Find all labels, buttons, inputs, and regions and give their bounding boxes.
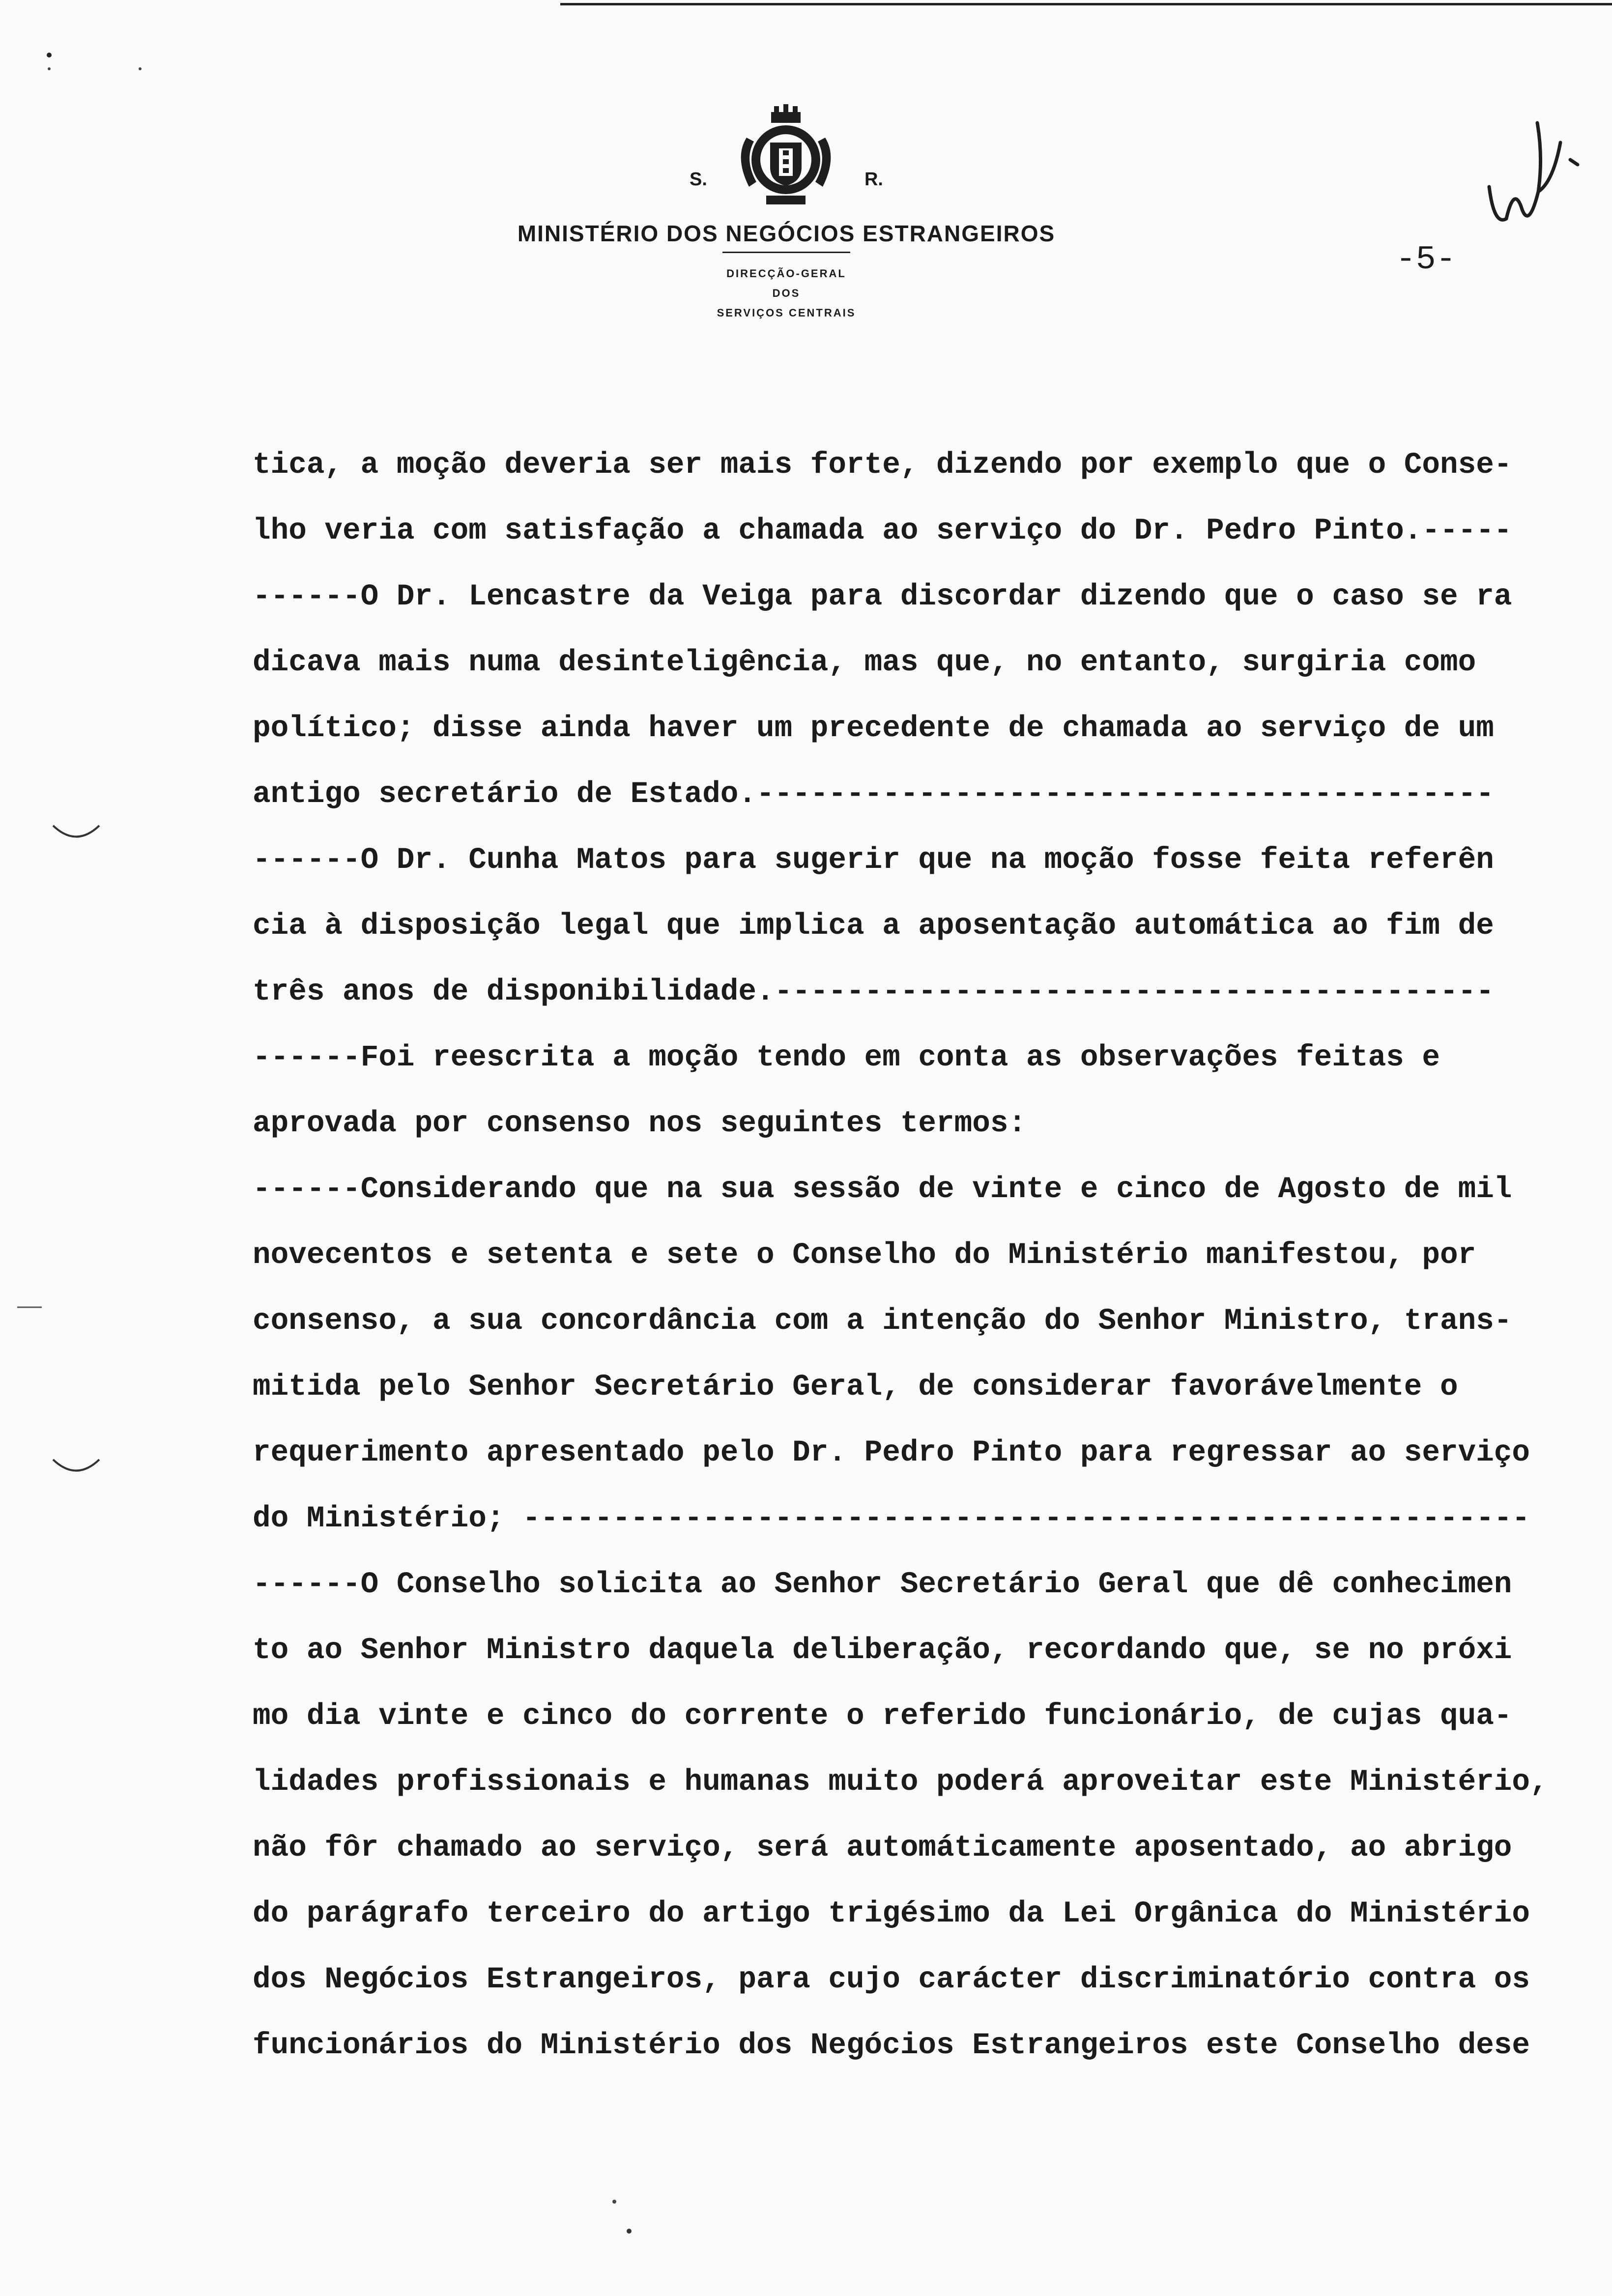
department-line: DIRECÇÃO-GERAL [726,267,846,280]
body-line: cia à disposição legal que implica a aposentação automática ao fim de [253,909,1494,943]
page-number: -5- [1396,241,1456,279]
body-line: mo dia vinte e cinco do corrente o referido funcionário, de cujas qua- [253,1699,1512,1733]
body-line: três anos de disponibilidade.---------------------------------------- [253,975,1494,1009]
body-line: lidades profissionais e humanas muito poderá aproveitar este Ministério, [253,1765,1548,1799]
body-line: requerimento apresentado pelo Dr. Pedro Pinto para regressar ao serviço [253,1436,1530,1470]
body-line: ------O Dr. Lencastre da Veiga para discordar dizendo que o caso se ra [253,580,1512,614]
body-line: consenso, a sua concordância com a intenção do Senhor Ministro, trans- [253,1304,1512,1338]
body-line: dicava mais numa desinteligência, mas que, no entanto, surgiria como [253,646,1476,680]
crest-row [467,103,1106,211]
body-line: novecentos e setenta e sete o Conselho do Ministério manifestou, por [253,1238,1476,1272]
body-line: ------Foi reescrita a moção tendo em conta as observações feitas e [253,1041,1440,1075]
body-line: funcionários do Ministério dos Negócios Estrangeiros este Conselho dese [253,2029,1530,2063]
department-line: SERVIÇOS CENTRAIS [717,307,856,319]
body-line: do parágrafo terceiro do artigo trigésimo da Lei Orgânica do Ministério [253,1897,1530,1931]
scan-speck [609,2197,639,2241]
body-line: aprovada por consenso nos seguintes termos: [253,1107,1027,1141]
body-line: não fôr chamado ao serviço, será automáticamente aposentado, ao abrigo [253,1831,1512,1865]
handwritten-initials [1479,113,1587,246]
body-line: ------O Conselho solicita ao Senhor Secretário Geral que dê conhecimen [253,1568,1512,1602]
body-line: to ao Senhor Ministro daquela deliberação, recordando que, se no próxi [253,1634,1512,1667]
body-line: mitida pelo Senhor Secretário Geral, de considerar favorávelmente o [253,1370,1458,1404]
body-line: ------O Dr. Cunha Matos para sugerir que na moção fosse feita referên [253,843,1494,877]
department-line: DOS [772,287,801,299]
document-body [253,432,1548,2079]
letter-r: R. [864,169,883,190]
margin-dash-mark [15,1302,44,1312]
body-line: político; disse ainda haver um precedente de chamada ao serviço de um [253,712,1494,746]
top-border-line [560,3,1612,5]
scan-speck [44,49,162,79]
ministry-name: MINISTÉRIO DOS NEGÓCIOS ESTRANGEIROS [517,221,1056,246]
margin-hole-mark [49,821,103,850]
body-line: dos Negócios Estrangeiros, para cujo carácter discriminatório contra os [253,1963,1530,1997]
body-line: do Ministério; -------------------------------------------------------- [253,1502,1530,1536]
body-line: tica, a moção deveria ser mais forte, dizendo por exemplo que o Conse- [253,448,1512,482]
body-line: lho veria com satisfação a chamada ao serviço do Dr. Pedro Pinto.----- [253,514,1512,548]
letter-s: S. [690,169,707,190]
coat-of-arms-icon [732,103,840,211]
header-divider [722,252,850,253]
margin-hole-mark [49,1455,103,1484]
letterhead [467,103,1106,323]
body-line: ------Considerando que na sua sessão de vinte e cinco de Agosto de mil [253,1173,1512,1206]
body-line: antigo secretário de Estado.----------------------------------------- [253,777,1494,811]
